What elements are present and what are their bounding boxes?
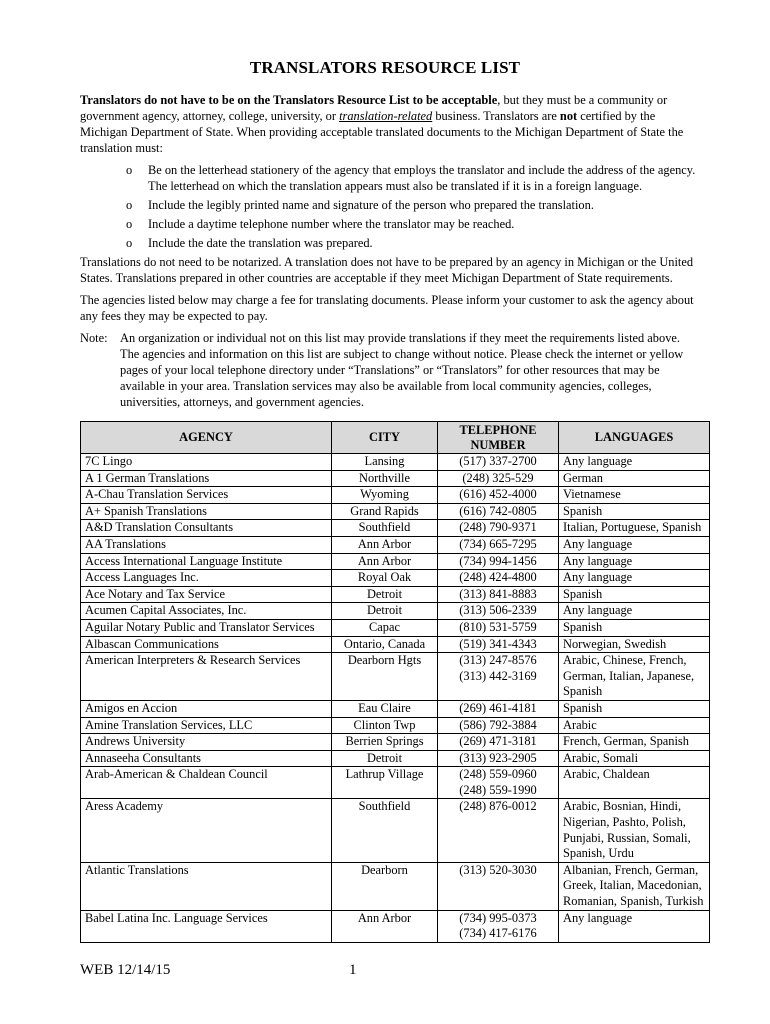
agencies-table bbox=[80, 421, 710, 943]
agency-cell: A 1 German Translations bbox=[81, 470, 332, 487]
phone-cell: (810) 531-5759 bbox=[438, 619, 559, 636]
languages-cell: Albanian, French, German, Greek, Italian, Macedonian, Romanian, Spanish, Turkish bbox=[559, 862, 710, 910]
intro-part-2: business. Translators are bbox=[432, 109, 560, 123]
languages-cell: French, German, Spanish bbox=[559, 734, 710, 751]
phone-cell: (269) 471-3181 bbox=[438, 734, 559, 751]
languages-cell: Any language bbox=[559, 570, 710, 587]
agency-cell: A+ Spanish Translations bbox=[81, 503, 332, 520]
requirements-list bbox=[80, 162, 698, 251]
bullet-marker: o bbox=[126, 217, 133, 231]
table-row bbox=[81, 734, 710, 751]
phone-cell: (734) 665-7295 bbox=[438, 536, 559, 553]
agency-cell: Access Languages Inc. bbox=[81, 570, 332, 587]
table-body bbox=[81, 454, 710, 943]
city-cell: Detroit bbox=[332, 750, 438, 767]
languages-cell: Spanish bbox=[559, 619, 710, 636]
phone-cell: (734) 994-1456 bbox=[438, 553, 559, 570]
requirement-text: Include the date the translation was prepared. bbox=[148, 236, 373, 250]
city-cell: Ann Arbor bbox=[332, 910, 438, 942]
requirement-item bbox=[80, 162, 698, 194]
city-cell: Dearborn bbox=[332, 862, 438, 910]
table-row bbox=[81, 799, 710, 862]
agency-cell: Atlantic Translations bbox=[81, 862, 332, 910]
city-cell: Berrien Springs bbox=[332, 734, 438, 751]
note-text: An organization or individual not on this list may provide translations if they meet the requirements listed above. The agencies and information on this list are subject to change without notice. Please check the internet or yellow pages of your local telephone directory under “Translations” or “Translators” for other resources that may be available in your area. Translation services may also be available from local community agencies, colleges, universities, attorneys, and government agencies. bbox=[120, 331, 684, 409]
agency-cell: Albascan Communications bbox=[81, 636, 332, 653]
phone-cell: (269) 461-4181 bbox=[438, 700, 559, 717]
languages-cell: Arabic, Chaldean bbox=[559, 767, 710, 799]
languages-cell: Any language bbox=[559, 553, 710, 570]
table-row bbox=[81, 520, 710, 537]
table-row bbox=[81, 503, 710, 520]
header-phone: TELEPHONE NUMBER bbox=[438, 422, 559, 454]
city-cell: Ann Arbor bbox=[332, 536, 438, 553]
table-row bbox=[81, 653, 710, 701]
table-header-row bbox=[81, 422, 710, 454]
agency-cell: A-Chau Translation Services bbox=[81, 487, 332, 504]
city-cell: Royal Oak bbox=[332, 570, 438, 587]
city-cell: Ann Arbor bbox=[332, 553, 438, 570]
table-row bbox=[81, 619, 710, 636]
city-cell: Lathrup Village bbox=[332, 767, 438, 799]
table-row bbox=[81, 536, 710, 553]
phone-cell: (248) 790-9371 bbox=[438, 520, 559, 537]
phone-cell: (313) 520-3030 bbox=[438, 862, 559, 910]
table-row bbox=[81, 700, 710, 717]
phone-cell: (313) 247-8576 (313) 442-3169 bbox=[438, 653, 559, 701]
languages-cell: Any language bbox=[559, 603, 710, 620]
requirement-item bbox=[80, 235, 698, 251]
phone-cell: (248) 325-529 bbox=[438, 470, 559, 487]
phone-cell: (586) 792-3884 bbox=[438, 717, 559, 734]
languages-cell: Arabic bbox=[559, 717, 710, 734]
table-row bbox=[81, 750, 710, 767]
table-row bbox=[81, 454, 710, 471]
header-city: CITY bbox=[332, 422, 438, 454]
table-row bbox=[81, 570, 710, 587]
city-cell: Ontario, Canada bbox=[332, 636, 438, 653]
intro-part-3: certified by the Michigan Department of State. When providing acceptable translated documents to the Michigan Department of State the translation must: bbox=[80, 109, 684, 155]
requirement-text: Include a daytime telephone number where the translator may be reached. bbox=[148, 217, 515, 231]
agency-cell: A&D Translation Consultants bbox=[81, 520, 332, 537]
city-cell: Dearborn Hgts bbox=[332, 653, 438, 701]
agency-cell: Arab-American & Chaldean Council bbox=[81, 767, 332, 799]
languages-cell: German bbox=[559, 470, 710, 487]
intro-emphasis: translation-related bbox=[339, 109, 433, 123]
requirement-item bbox=[80, 197, 698, 213]
city-cell: Lansing bbox=[332, 454, 438, 471]
table-row bbox=[81, 767, 710, 799]
phone-cell: (313) 923-2905 bbox=[438, 750, 559, 767]
city-cell: Detroit bbox=[332, 603, 438, 620]
agency-cell: Aress Academy bbox=[81, 799, 332, 862]
header-languages: LANGUAGES bbox=[559, 422, 710, 454]
agency-cell: Amine Translation Services, LLC bbox=[81, 717, 332, 734]
languages-cell: Italian, Portuguese, Spanish bbox=[559, 520, 710, 537]
city-cell: Southfield bbox=[332, 799, 438, 862]
phone-cell: (519) 341-4343 bbox=[438, 636, 559, 653]
languages-cell: Any language bbox=[559, 536, 710, 553]
table-row bbox=[81, 470, 710, 487]
languages-cell: Arabic, Somali bbox=[559, 750, 710, 767]
phone-cell: (248) 424-4800 bbox=[438, 570, 559, 587]
languages-cell: Spanish bbox=[559, 700, 710, 717]
footer-revision: WEB 12/14/15 bbox=[80, 962, 171, 978]
phone-cell: (616) 742-0805 bbox=[438, 503, 559, 520]
instructions-body bbox=[80, 92, 698, 410]
agency-cell: Andrews University bbox=[81, 734, 332, 751]
page-title: TRANSLATORS RESOURCE LIST bbox=[249, 58, 521, 77]
phone-cell: (734) 995-0373 (734) 417-6176 bbox=[438, 910, 559, 942]
city-cell: Northville bbox=[332, 470, 438, 487]
header-agency: AGENCY bbox=[81, 422, 332, 454]
agency-cell: 7C Lingo bbox=[81, 454, 332, 471]
intro-not-word: not bbox=[559, 109, 578, 123]
phone-cell: (616) 452-4000 bbox=[438, 487, 559, 504]
languages-cell: Any language bbox=[559, 454, 710, 471]
agency-cell: Access International Language Institute bbox=[81, 553, 332, 570]
table-row bbox=[81, 487, 710, 504]
intro-bold-lead: Translators do not have to be on the Translators Resource List to be acceptable bbox=[80, 93, 498, 107]
phone-cell: (248) 876-0012 bbox=[438, 799, 559, 862]
agency-cell: AA Translations bbox=[81, 536, 332, 553]
phone-cell: (517) 337-2700 bbox=[438, 454, 559, 471]
phone-cell: (313) 841-8883 bbox=[438, 586, 559, 603]
bullet-marker: o bbox=[126, 198, 133, 212]
agency-cell: Annaseeha Consultants bbox=[81, 750, 332, 767]
intro-part-1: , but they must be a community or government agency, attorney, college, university, or bbox=[80, 93, 668, 123]
languages-cell: Arabic, Chinese, French, German, Italian, Japanese, Spanish bbox=[559, 653, 710, 701]
table-row bbox=[81, 717, 710, 734]
city-cell: Southfield bbox=[332, 520, 438, 537]
agency-cell: Ace Notary and Tax Service bbox=[81, 586, 332, 603]
agency-cell: Babel Latina Inc. Language Services bbox=[81, 910, 332, 942]
languages-cell: Spanish bbox=[559, 586, 710, 603]
languages-cell: Vietnamese bbox=[559, 487, 710, 504]
phone-cell: (313) 506-2339 bbox=[438, 603, 559, 620]
requirement-text: Be on the letterhead stationery of the agency that employs the translator and include the address of the agency. The letterhead on which the translation appears must also be translated if it is in a foreign language. bbox=[148, 163, 696, 193]
table-row bbox=[81, 553, 710, 570]
city-cell: Detroit bbox=[332, 586, 438, 603]
notarized-paragraph: Translations do not need to be notarized. A translation does not have to be prepared by an agency in Michigan or the United States. Translations prepared in other countries are acceptable if they meet Michigan Department of State requirements. bbox=[80, 255, 694, 285]
requirement-text: Include the legibly printed name and signature of the person who prepared the translation. bbox=[148, 198, 594, 212]
city-cell: Grand Rapids bbox=[332, 503, 438, 520]
table-row bbox=[81, 636, 710, 653]
city-cell: Clinton Twp bbox=[332, 717, 438, 734]
city-cell: Eau Claire bbox=[332, 700, 438, 717]
bullet-marker: o bbox=[126, 236, 133, 250]
languages-cell: Norwegian, Swedish bbox=[559, 636, 710, 653]
city-cell: Wyoming bbox=[332, 487, 438, 504]
requirement-item bbox=[80, 216, 698, 232]
city-cell: Capac bbox=[332, 619, 438, 636]
languages-cell: Arabic, Bosnian, Hindi, Nigerian, Pashto, Polish, Punjabi, Russian, Somali, Spanish, Urdu bbox=[559, 799, 710, 862]
table-row bbox=[81, 603, 710, 620]
agency-cell: American Interpreters & Research Services bbox=[81, 653, 332, 701]
intro-paragraph bbox=[80, 92, 698, 156]
note-block bbox=[80, 330, 698, 410]
table-row bbox=[81, 586, 710, 603]
note-label: Note: bbox=[80, 331, 108, 345]
agency-cell: Acumen Capital Associates, Inc. bbox=[81, 603, 332, 620]
table-row bbox=[81, 862, 710, 910]
agency-cell: Aguilar Notary Public and Translator Services bbox=[81, 619, 332, 636]
fee-paragraph: The agencies listed below may charge a fee for translating documents. Please inform your customer to ask the agency about any fees they may be expected to pay. bbox=[80, 293, 694, 323]
page-number: 1 bbox=[349, 962, 357, 978]
agency-cell: Amigos en Accion bbox=[81, 700, 332, 717]
table-row bbox=[81, 910, 710, 942]
phone-cell: (248) 559-0960 (248) 559-1990 bbox=[438, 767, 559, 799]
languages-cell: Any language bbox=[559, 910, 710, 942]
bullet-marker: o bbox=[126, 163, 133, 177]
languages-cell: Spanish bbox=[559, 503, 710, 520]
